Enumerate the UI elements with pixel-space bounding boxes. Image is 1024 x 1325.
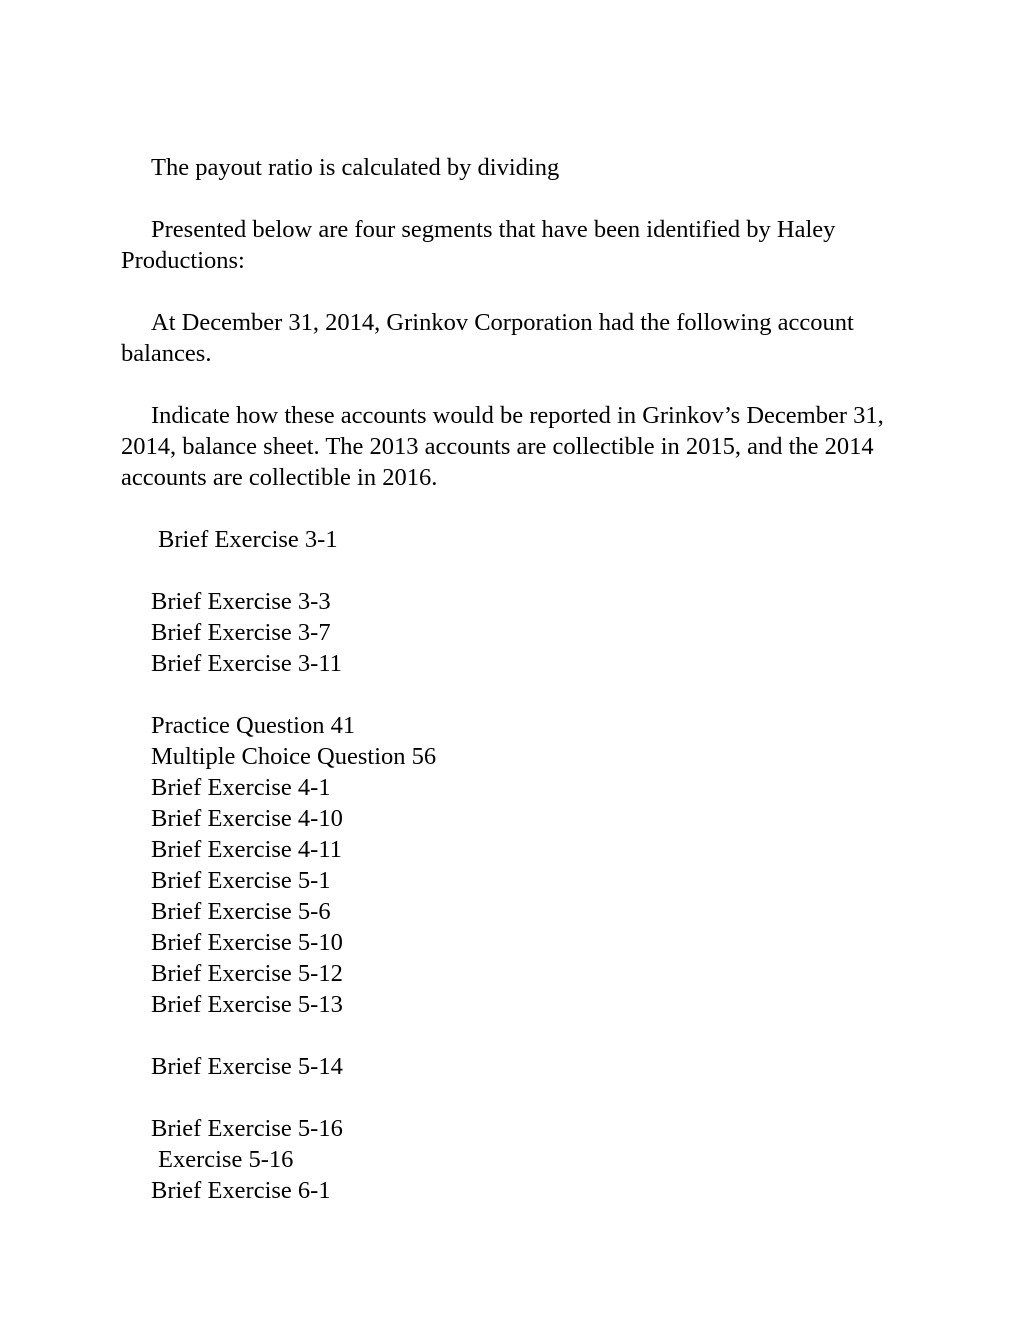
exercise-item: Brief Exercise 6-1 bbox=[151, 1177, 331, 1204]
spacer bbox=[121, 679, 911, 710]
exercise-item: Brief Exercise 3-7 bbox=[151, 619, 331, 646]
spacer bbox=[121, 1020, 911, 1051]
exercise-item: Brief Exercise 3-3 bbox=[151, 588, 331, 615]
spacer bbox=[121, 1082, 911, 1113]
spacer bbox=[121, 555, 911, 586]
spacer bbox=[121, 493, 911, 524]
paragraph-payout-ratio: The payout ratio is calculated by dividing bbox=[151, 154, 560, 181]
exercise-item: Brief Exercise 5-1 bbox=[151, 867, 331, 894]
exercise-item: Brief Exercise 5-12 bbox=[151, 960, 343, 987]
exercise-item: Brief Exercise 4-11 bbox=[151, 836, 342, 863]
exercise-item: Brief Exercise 3-11 bbox=[151, 650, 342, 677]
document-body bbox=[121, 152, 911, 1206]
spacer bbox=[121, 183, 911, 214]
exercise-item: Brief Exercise 5-6 bbox=[151, 898, 331, 925]
exercise-item: Practice Question 41 bbox=[151, 712, 356, 739]
exercise-item: Multiple Choice Question 56 bbox=[151, 743, 437, 770]
exercise-item: Brief Exercise 5-13 bbox=[151, 991, 343, 1018]
exercise-item: Brief Exercise 3-1 bbox=[158, 526, 338, 553]
exercise-item: Brief Exercise 5-14 bbox=[151, 1053, 343, 1080]
spacer bbox=[121, 276, 911, 307]
exercise-item: Exercise 5-16 bbox=[158, 1146, 294, 1173]
exercise-item: Brief Exercise 4-1 bbox=[151, 774, 331, 801]
paragraph-segments: Presented below are four segments that have been identified by Haley Productions: bbox=[121, 216, 836, 274]
exercise-item: Brief Exercise 5-16 bbox=[151, 1115, 343, 1142]
paragraph-account-balances: At December 31, 2014, Grinkov Corporation had the following account balances. bbox=[121, 309, 854, 367]
exercise-item: Brief Exercise 5-10 bbox=[151, 929, 343, 956]
exercise-item: Brief Exercise 4-10 bbox=[151, 805, 343, 832]
paragraph-balance-sheet: Indicate how these accounts would be reported in Grinkov’s December 31, 2014, balance sheet. The 2013 accounts are collectible in 2015, and the 2014 accounts are collectible in 2016. bbox=[121, 402, 884, 491]
spacer bbox=[121, 369, 911, 400]
